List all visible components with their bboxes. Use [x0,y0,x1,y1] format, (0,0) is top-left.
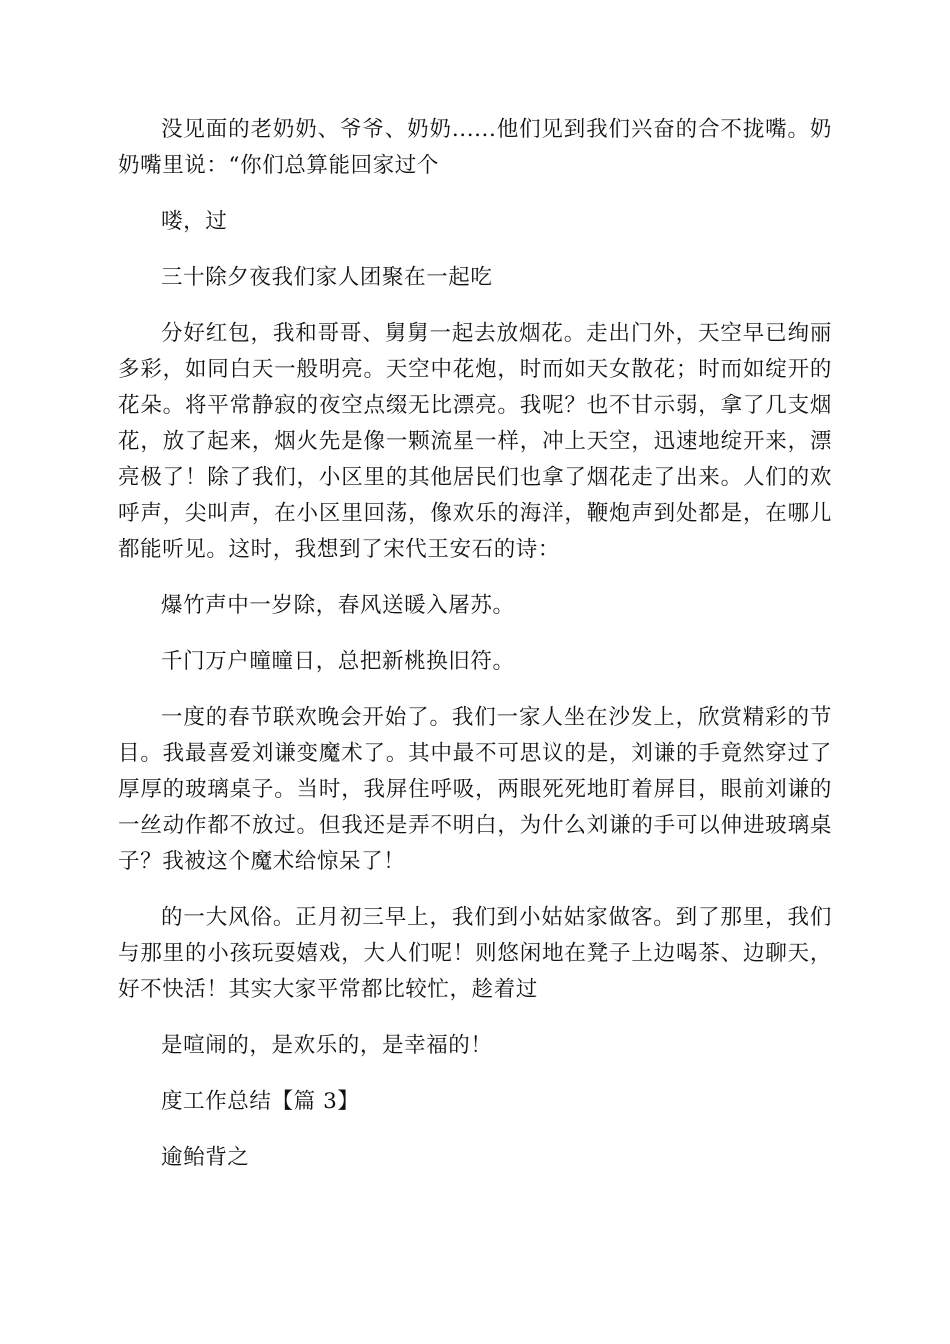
paragraph-visiting-aunt: 的一大风俗。正月初三早上，我们到小姑姑家做客。到了那里，我们与那里的小孩玩耍嬉戏，大人们呢！则悠闲地在凳子上边喝茶、边聊天，好不快活！其实大家平常都比较忙，趁着过 [118,905,832,1002]
document-body [118,112,832,1196]
paragraph-spring-gala: 一度的春节联欢晚会开始了。我们一家人坐在沙发上，欣赏精彩的节目。我最喜爱刘谦变魔术了。其中最不可思议的是，刘谦的手竟然穿过了厚厚的玻璃桌子。当时，我屏住呼吸，两眼死死地盯着屏目，眼前刘谦的一丝动作都不放过。但我还是弄不明白，为什么刘谦的手可以伸进玻璃桌子？我被这个魔术给惊呆了！ [118,705,832,874]
paragraph-fireworks: 分好红包，我和哥哥、舅舅一起去放烟花。走出门外，天空早已绚丽多彩，如同白天一般明亮。天空中花炮，时而如天女散花；时而如绽开的花朵。将平常静寂的夜空点缀无比漂亮。我呢？也不甘示弱，拿了几支烟花，放了起来，烟火先是像一颗流星一样，冲上天空，迅速地绽开来，漂亮极了！除了我们，小区里的其他居民们也拿了烟花走了出来。人们的欢呼声，尖叫声，在小区里回荡，像欢乐的海洋，鞭炮声到处都是，在哪儿都能听见。这时，我想到了宋代王安石的诗： [118,321,832,562]
poem-line-2: 千门万户曈曈日，总把新桃换旧符。 [161,649,515,674]
paragraph-fragment-guo: 喽，过 [161,209,228,234]
paragraph-family-greeting: 没见面的老奶奶、爷爷、奶奶......他们见到我们兴奋的合不拢嘴。奶奶嘴里说：“你们总算能回家过个 [118,117,832,178]
paragraph-closing: 是喧闹的，是欢乐的，是幸福的！ [161,1033,493,1058]
poem-line-1: 爆竹声中一岁除，春风送暖入屠苏。 [161,593,515,618]
section-heading: 度工作总结【篇 3】 [161,1089,360,1114]
paragraph-new-year-eve: 三十除夕夜我们家人团聚在一起吃 [161,265,493,290]
paragraph-fragment-end: 逾鲐背之 [161,1145,250,1170]
